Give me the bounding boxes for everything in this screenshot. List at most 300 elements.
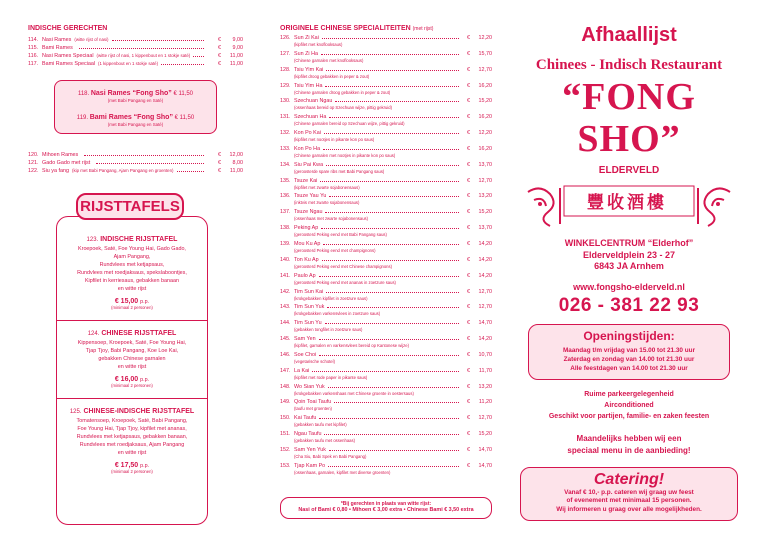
special-currency: € (174, 115, 178, 121)
description-line: en witte rijst (117, 450, 147, 456)
item-name: Kai Taufu (294, 415, 317, 422)
rijsttafel-number: 124. (87, 331, 100, 337)
rijsttafel-name: CHINESE RIJSTTAFEL (101, 330, 177, 337)
item-name: Ngau Taufu (294, 431, 322, 438)
catering-box (520, 467, 738, 522)
address-line: 6843 JA Arnhem (594, 261, 664, 271)
item-line (280, 273, 492, 280)
rijsttafel-title (57, 330, 207, 337)
item-line (280, 35, 492, 42)
item-name: Gado Gado met rijst (42, 160, 91, 166)
leader-dots (326, 292, 459, 293)
rijsttafel-price (57, 298, 207, 305)
item-number: 147. (280, 367, 291, 374)
item-price: 16,20 (478, 82, 492, 89)
currency: € (467, 240, 470, 247)
item-name: Paulo Ap (294, 272, 316, 279)
item-line (280, 114, 492, 121)
currency: € (467, 66, 470, 73)
item-price: 12,20 (478, 35, 492, 41)
item-price: 13,20 (478, 193, 492, 200)
item-price: 11,70 (478, 367, 492, 374)
leader-dots (319, 339, 459, 340)
item-description: (kipfilet met nootjes in pikante kon po saus) (294, 137, 375, 143)
leader-dots (335, 101, 459, 102)
item-number: 145. (280, 336, 291, 343)
item-number: 115. (28, 45, 39, 51)
rijsttafel-number: 123. (86, 237, 99, 243)
item-line (280, 384, 492, 391)
description-line: Ajam Pangang, (113, 254, 151, 260)
leader-dots (328, 466, 459, 467)
special-item (59, 90, 212, 97)
hours-line: Alle feestdagen van 14.00 tot 21.30 uur (570, 364, 688, 372)
leader-dots (177, 171, 204, 172)
leader-dots (193, 56, 204, 57)
item-price: 12,70 (478, 415, 492, 422)
item-line (280, 241, 492, 248)
currency: € (467, 177, 470, 184)
address-line: WINKELCENTRUM “Elderhof” (564, 238, 694, 248)
item-price: 8,00 (232, 160, 243, 166)
currency: € (218, 37, 221, 43)
catering-line: Wij informeren u graag over alle mogelijkheden. (556, 505, 702, 513)
leader-dots (324, 434, 459, 435)
currency: € (467, 98, 470, 105)
item-description: (geroosterd Peking eend met Chinese champignons) (294, 263, 392, 269)
menu-item (280, 304, 492, 320)
item-price: 12,70 (478, 304, 492, 311)
rijsttafel-price (57, 376, 207, 383)
item-line (280, 399, 492, 406)
leader-dots (84, 155, 204, 156)
currency: € (218, 168, 221, 174)
currency: € (467, 272, 470, 279)
item-number: 142. (280, 288, 291, 295)
leader-dots (322, 260, 459, 261)
item-number: 139. (280, 240, 291, 247)
item-name: Tsiu Yim Kai (294, 66, 324, 73)
menu-item (280, 51, 492, 67)
catering-line: of evenement met minimaal 15 personen. (566, 497, 692, 505)
special-name: Nasi Rames “Fong Sho” (90, 90, 172, 97)
menu-item (280, 415, 492, 431)
special-price: 11,50 (178, 91, 194, 97)
leader-dots (328, 387, 459, 388)
leader-dots (325, 212, 459, 213)
website-link[interactable]: www.fongsho-elderveld.nl (573, 281, 685, 292)
hours-line: Maandag t/m vrijdag van 15.00 tot 21.30 uur (562, 346, 696, 354)
currency: € (218, 61, 221, 67)
item-price: 11,00 (229, 61, 243, 67)
divider (57, 398, 207, 399)
item-number: 148. (280, 383, 291, 390)
item-number: 136. (280, 193, 291, 200)
item-line (280, 193, 492, 200)
item-line (280, 304, 492, 311)
item-price: 15,20 (478, 98, 492, 105)
menu-item (280, 368, 492, 384)
currency: € (467, 399, 470, 406)
currency: € (467, 161, 470, 168)
item-description: (gebakken tongfilet in zoetzure saus) (294, 327, 363, 333)
item-name: Mihoen Rames (42, 152, 79, 158)
special-subtitle: (met Babi Pangang en Saté) (107, 98, 164, 103)
menu-item (280, 384, 492, 400)
item-description: (Chinese garnalen droog gebakken in peper & zout) (294, 89, 391, 95)
description-line: Rundvlees met ketjapsaus, (99, 262, 165, 268)
special-name: Bami Rames “Fong Sho” (89, 114, 173, 121)
menu-item (280, 146, 492, 162)
item-number: 120. (28, 152, 39, 158)
hours-title: Openingstijden: (583, 328, 675, 343)
leader-dots (319, 418, 459, 419)
description-line: en witte rijst (117, 364, 147, 370)
special-number: 118. (77, 91, 90, 97)
menu-item (280, 225, 492, 241)
menu-heading: Afhaallijst (581, 24, 677, 46)
price-unit: p.p. (140, 377, 150, 383)
restaurant-city: ELDERVELD (598, 165, 660, 176)
description-line: Kroepoek, Saté, Foe Young Hai, Gado Gado, (78, 246, 186, 252)
currency: € (467, 130, 470, 137)
indische-section (28, 25, 243, 175)
menu-item (280, 320, 492, 336)
item-number: 144. (280, 320, 291, 327)
item-name: Tjap Kam Po (294, 462, 326, 469)
rijsttafel-title (57, 408, 207, 415)
item-line (280, 130, 492, 137)
leader-dots (329, 450, 459, 451)
menu-item (28, 52, 243, 60)
item-description: (Cha Siu, Babi Spek en Babi Pangang) (294, 453, 367, 459)
item-subtitle: (witte rijst of nasi) (74, 37, 109, 42)
item-name: Bami Rames (42, 45, 73, 51)
item-number: 121. (28, 160, 39, 166)
item-name: Szechuan Ngau (294, 98, 333, 105)
chinese-banner (520, 182, 738, 230)
leader-dots (327, 307, 459, 308)
item-line (280, 225, 492, 232)
opening-hours-box (528, 324, 730, 380)
description-line: Tjap Tjoy, Babi Pangang, Koe Loe Kai, (85, 348, 179, 354)
special-price: 11,50 (179, 115, 195, 121)
item-number: 114. (28, 37, 39, 43)
menu-item (280, 463, 492, 479)
phone-number[interactable]: 026 - 381 22 93 (558, 294, 700, 316)
menu-item (28, 44, 243, 52)
item-line (280, 463, 492, 470)
leader-dots (323, 149, 459, 150)
price-value: € 16,00 (114, 376, 139, 383)
item-description: (kipfilet met zwarte sojabonensaus) (294, 184, 360, 190)
menu-item (28, 167, 243, 175)
description-line: en witte rijst (117, 286, 147, 292)
item-number: 127. (280, 50, 291, 57)
rijsttafel-note: (minimaal 2 personen) (111, 469, 153, 474)
item-name: Soe Choi (294, 351, 317, 358)
description-line: Kipfilet in kerriesaus, gebakken banaan (84, 278, 180, 284)
item-description: (geroosterd Peking eend met Babi Pangang saus) (294, 232, 387, 238)
leader-dots (323, 244, 459, 245)
item-price: 12,70 (478, 288, 492, 295)
fong-sho-special-box (54, 80, 217, 134)
item-number: 126. (280, 35, 291, 41)
currency: € (467, 256, 470, 263)
item-price: 16,20 (478, 114, 492, 121)
hours-line: Zaterdag en zondag van 14.00 tot 21.30 uur (563, 355, 695, 363)
leader-dots (329, 196, 459, 197)
item-price: 12,70 (478, 177, 492, 184)
facility-line: Geschikt voor partijen, familie- en zaken feesten (548, 412, 710, 420)
item-price: 14,20 (478, 256, 492, 263)
item-line (280, 146, 492, 153)
rijsttafel-description (57, 417, 207, 457)
menu-item (280, 178, 492, 194)
item-number: 130. (280, 98, 291, 105)
special-number: 119. (76, 115, 89, 121)
menu-item (280, 273, 492, 289)
rijsttafel-note: (minimaal 2 personen) (111, 305, 153, 310)
item-line (280, 51, 492, 58)
chinese-section (280, 25, 492, 479)
item-line (280, 67, 492, 74)
indische-title: INDISCHE GERECHTEN (28, 25, 108, 32)
currency: € (467, 367, 470, 374)
item-line (280, 431, 492, 438)
item-name: La Kai (294, 367, 310, 374)
facilities (520, 389, 738, 422)
currency: € (467, 446, 470, 453)
item-price: 12,00 (229, 152, 243, 158)
restaurant-info (520, 20, 738, 521)
menu-item (280, 35, 492, 51)
rijsttafel-number: 125. (69, 409, 82, 415)
item-description: (krokgebakken varkenshaas met Chinese groente in oestersaus) (294, 390, 414, 396)
item-number: 137. (280, 209, 291, 216)
item-name: Sam Yen (294, 336, 316, 343)
catering-title: Catering! (593, 470, 665, 488)
leader-dots (320, 181, 459, 182)
currency: € (467, 193, 470, 200)
menu-item (280, 399, 492, 415)
currency: € (467, 336, 470, 343)
item-subtitle: (kip met Babi Pangang, Ajam Pangang en groenten) (71, 168, 174, 173)
currency: € (467, 304, 470, 311)
item-description: (gebakken taufu met kipfilet) (294, 422, 347, 428)
rijsttafel-title (57, 236, 207, 243)
menu-item (280, 98, 492, 114)
item-number: 131. (280, 114, 291, 121)
item-description: (ossenhaas bereid op Szechuan wijze, pittig gekruid) (294, 105, 392, 111)
leader-dots (321, 228, 459, 229)
item-number: 117. (28, 61, 39, 67)
item-price: 14,70 (478, 320, 492, 327)
address-line: Elderveldplein 23 - 27 (582, 249, 676, 260)
rice-note-line1: *Bij gerechten in plaats van witte rijst: (340, 501, 432, 507)
menu-item (28, 36, 243, 44)
item-line (280, 178, 492, 185)
special-subtitle: (met Babi Pangang en Saté) (107, 122, 164, 127)
item-line (280, 289, 492, 296)
rijsttafel-name: CHINESE-INDISCHE RIJSTTAFEL (83, 408, 195, 415)
item-price: 14,70 (478, 446, 492, 453)
leader-dots (322, 38, 459, 39)
item-name: Tsuze Ngau (294, 209, 323, 216)
rijsttafels-title: RIJSTTAFELS (76, 193, 184, 220)
item-price: 16,20 (478, 145, 492, 152)
item-line (280, 98, 492, 105)
currency: € (218, 45, 221, 51)
currency: € (467, 415, 470, 422)
chinese-title-note: (met rijst) (412, 26, 434, 32)
leader-dots (112, 40, 204, 41)
item-line (280, 257, 492, 264)
currency: € (467, 462, 470, 469)
item-number: 133. (280, 145, 291, 152)
item-number: 135. (280, 177, 291, 184)
currency: € (467, 145, 470, 152)
rijsttafel-name: INDISCHE RIJSTTAFEL (100, 236, 178, 243)
description-line: Rundvlees met roedjaksaus, Ajam Pangang (79, 442, 185, 448)
item-number: 132. (280, 130, 291, 137)
rice-note-line2: Nasi of Bami € 0,80 • Mihoen € 3,00 extra • Chinese Bami € 3,50 extra (298, 507, 474, 513)
description-line: Rundvlees met ketjapsaus, gebakken banaan, (76, 434, 188, 440)
price-value: € 15,00 (114, 298, 139, 305)
chinese-characters: 豐收酒樓 (587, 193, 667, 213)
leader-dots (325, 323, 459, 324)
item-name: Tsuze Kai (294, 177, 318, 184)
item-number: 151. (280, 431, 291, 438)
item-name: Kon Po Kai (294, 130, 321, 137)
leader-dots (319, 355, 459, 356)
item-description: (kipfilet met knoflooksaus) (294, 42, 343, 47)
price-unit: p.p. (140, 299, 150, 305)
leader-dots (325, 86, 459, 87)
currency: € (467, 288, 470, 295)
rijsttafel-price (57, 462, 207, 469)
special-item (59, 114, 212, 121)
currency: € (467, 431, 470, 438)
menu-item (28, 151, 243, 159)
leader-dots (312, 371, 459, 372)
item-number: 150. (280, 415, 291, 422)
item-description: (ossenhaas, garnalen, kipfilet met diverse groenten) (294, 469, 391, 475)
item-name: Nasi Rames Speciaal (42, 53, 94, 59)
item-line (280, 415, 492, 422)
currency: € (467, 50, 470, 57)
restaurant-subtitle: Chinees - Indisch Restaurant (535, 57, 723, 73)
item-number: 128. (280, 66, 291, 73)
item-price: 13,70 (478, 161, 492, 168)
description-line: Foe Young Hai, Tjap Tjoy, kipfilet met ananas, (77, 426, 187, 432)
item-name: Tsuze Yau Yu (294, 193, 327, 200)
leader-dots (79, 48, 204, 49)
item-description: (krokgebakken kipfilet in zoetzure saus) (294, 295, 368, 301)
price-unit: p.p. (140, 463, 150, 469)
item-price: 11,00 (229, 168, 243, 174)
item-line (280, 320, 492, 327)
currency: € (218, 160, 221, 166)
item-line (280, 209, 492, 216)
item-price: 14,20 (478, 336, 492, 343)
currency: € (467, 35, 470, 41)
item-description: (kipfilet met rode paper in pikante saus) (294, 374, 368, 380)
menu-item (28, 60, 243, 68)
menu-item (280, 67, 492, 83)
item-price: 9,00 (232, 37, 243, 43)
menu-item (280, 447, 492, 463)
item-description: (Chinese garnalen met knoflooksaus) (294, 57, 364, 63)
item-price: 12,20 (478, 130, 492, 137)
rijsttafel-description (57, 339, 207, 371)
item-price: 15,20 (478, 431, 492, 438)
item-price: 11,00 (229, 53, 243, 59)
item-subtitle: (witte rijst of nasi, 1 kippenbout en 1 stokje saté) (96, 53, 191, 58)
item-price: 14,20 (478, 272, 492, 279)
restaurant-name: “FONG SHO” (562, 76, 696, 160)
item-price: 11,20 (478, 399, 492, 406)
rijsttafels-box (56, 216, 208, 525)
item-name: Tsiu Yim Ha (294, 82, 323, 89)
item-line (280, 336, 492, 343)
item-description: (kipfilet droog gebakken in peper & zout) (294, 73, 370, 79)
item-price: 12,70 (478, 66, 492, 73)
item-name: Qoin Toai Taufu (294, 399, 332, 406)
item-number: 134. (280, 161, 291, 168)
item-name: Siu ya fang (42, 168, 69, 174)
item-line (280, 162, 492, 169)
item-name: Ton Ku Ap (294, 256, 319, 263)
item-description: (inktvis met zwarte sojabonensaus) (294, 200, 360, 206)
item-name: Tim Sun Yuk (294, 304, 325, 311)
leader-dots (319, 276, 459, 277)
item-name: Szechuan Ha (294, 114, 327, 121)
currency: € (218, 53, 221, 59)
menu-item (280, 289, 492, 305)
item-name: Sun Zi Kai (294, 35, 319, 41)
chinese-title-text: ORIGINELE CHINESE SPECIALITEITEN (280, 25, 411, 32)
currency: € (467, 383, 470, 390)
leader-dots (326, 70, 459, 71)
leader-dots (321, 54, 459, 55)
menu-item (280, 257, 492, 273)
currency: € (467, 320, 470, 327)
currency: € (218, 152, 221, 158)
description-line: Kippensoep, Kroepoek, Saté, Foe Young Hai, (77, 340, 187, 346)
address (520, 238, 738, 273)
item-name: Siu Pai Kwa (294, 161, 324, 168)
menu-item (280, 209, 492, 225)
divider (57, 320, 207, 321)
item-description: (geroosterde spare ribs met Babi Pangang saus) (294, 168, 385, 174)
item-description: (krokgebakken varkensvlees in zoetzure saus) (294, 311, 381, 317)
menu-item (280, 193, 492, 209)
leader-dots (96, 163, 204, 164)
item-name: Nasi Rames (42, 37, 72, 43)
item-number: 146. (280, 351, 291, 358)
item-price: 14,70 (478, 462, 492, 469)
menu-item (280, 241, 492, 257)
item-name: Wo Sian Yuk (294, 383, 325, 390)
currency: € (467, 225, 470, 232)
item-name: Sun Zi Ha (294, 50, 318, 57)
monthly-line: Maandelijks hebben wij een (576, 433, 682, 443)
chinese-title (280, 25, 492, 32)
item-name: Peking Ap (294, 225, 319, 232)
item-description: (gebakken taufu met ossenhaas) (294, 438, 355, 444)
rijsttafel-note: (minimaal 2 personen) (111, 383, 153, 388)
